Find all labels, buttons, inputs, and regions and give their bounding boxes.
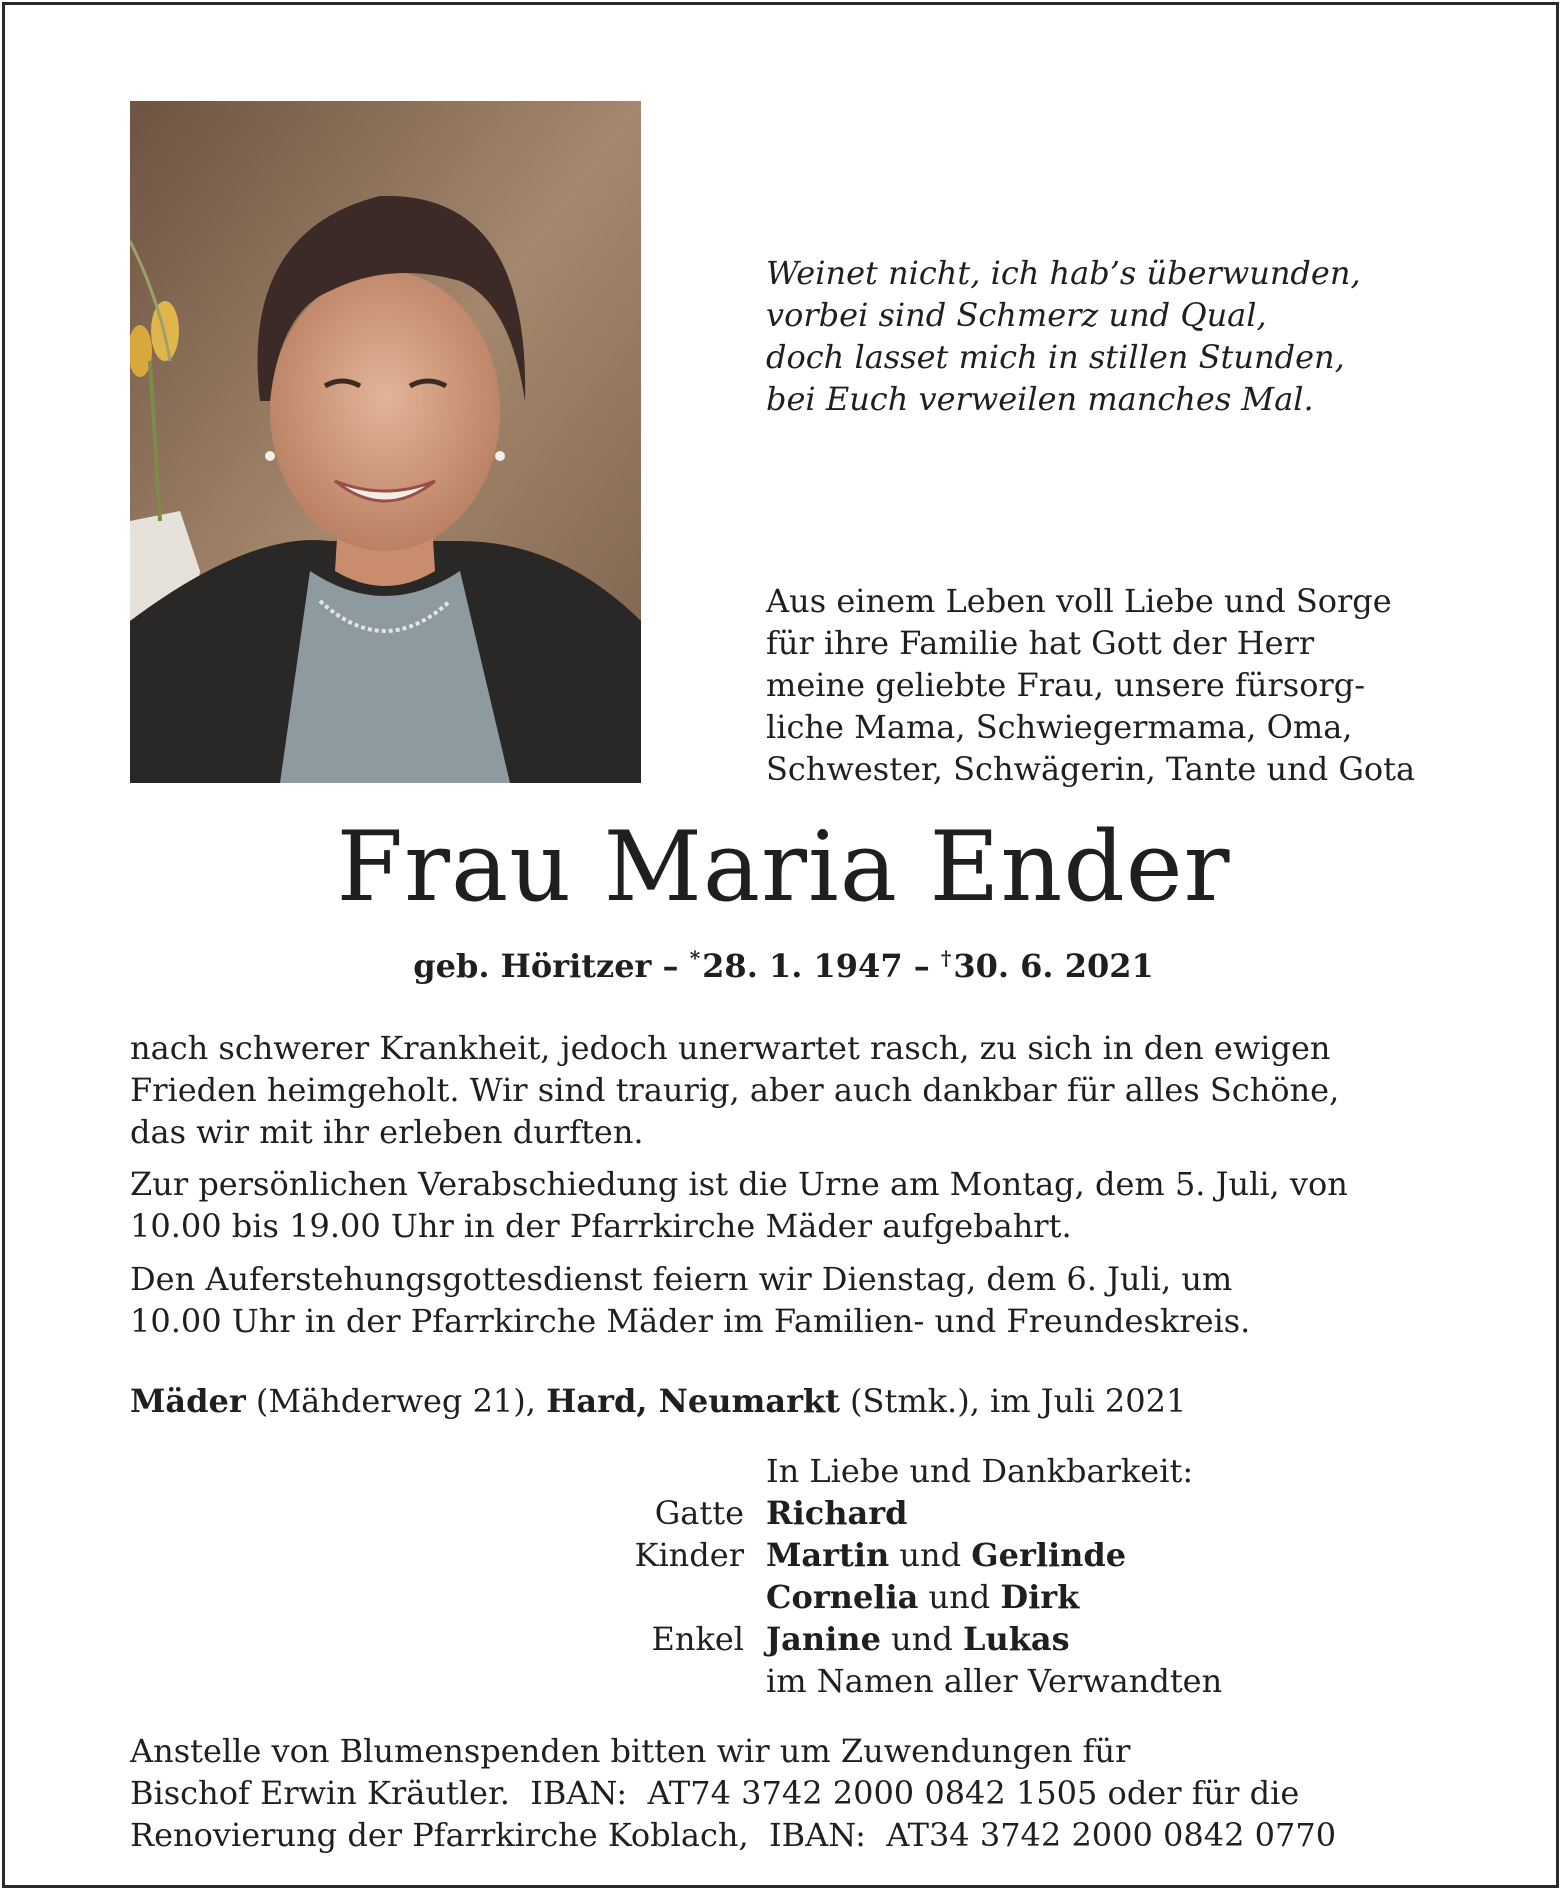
- donation-line: Bischof Erwin Kräutler. IBAN: AT74 3742 2000 0842 1505 oder für die: [130, 1774, 1300, 1812]
- place-suffix: (Stmk.), im Juli 2021: [839, 1382, 1187, 1420]
- mourner-name: Martin: [766, 1536, 890, 1574]
- mourner-name: Gerlinde: [971, 1536, 1127, 1574]
- intro-line: Aus einem Leben voll Liebe und Sorge: [766, 582, 1392, 620]
- poem-line: bei Euch verweilen manches Mal.: [766, 380, 1314, 418]
- mourner-name: Cornelia: [766, 1578, 919, 1616]
- mourners-list: [600, 1450, 1460, 1702]
- separator: –: [662, 947, 679, 985]
- death-date: 30. 6. 2021: [953, 947, 1154, 985]
- role-label: Kinder: [634, 1536, 744, 1574]
- mourner-name: Lukas: [962, 1620, 1070, 1658]
- birth-name: geb. Höritzer: [413, 947, 652, 985]
- intro-line: meine geliebte Frau, unsere fürsorg-: [766, 666, 1366, 704]
- poem-line: vorbei sind Schmerz und Qual,: [766, 296, 1267, 334]
- deceased-name: Frau Maria Ender: [336, 811, 1231, 923]
- birth-date: 28. 1. 1947: [702, 947, 903, 985]
- paragraph-line: nach schwerer Krankheit, jedoch unerwartet rasch, zu sich in den ewigen: [130, 1029, 1331, 1067]
- donation-line: Renovierung der Pfarrkirche Koblach, IBAN: AT34 3742 2000 0842 0770: [130, 1816, 1337, 1854]
- separator: –: [913, 947, 930, 985]
- intro-line: für ihre Familie hat Gott der Herr: [766, 624, 1315, 662]
- paragraph-service: [130, 1258, 1436, 1342]
- paragraph-line: Zur persönlichen Verabschiedung ist die Urne am Montag, dem 5. Juli, von: [130, 1165, 1348, 1203]
- paragraph-line: Frieden heimgeholt. Wir sind traurig, aber auch dankbar für alles Schöne,: [130, 1071, 1340, 1109]
- death-symbol: †: [940, 946, 952, 970]
- mourners-closing: im Namen aller Verwandten: [766, 1662, 1223, 1700]
- intro-line: liche Mama, Schwiegermama, Oma,: [766, 708, 1353, 746]
- intro-line: Schwester, Schwägerin, Tante und Gota: [766, 750, 1416, 788]
- mourner-name: Dirk: [1000, 1578, 1080, 1616]
- paragraph-line: 10.00 Uhr in der Pfarrkirche Mäder im Familien- und Freundeskreis.: [130, 1302, 1251, 1340]
- paragraph-line: das wir mit ihr erleben durften.: [130, 1113, 644, 1151]
- intro-paragraph: [766, 580, 1436, 790]
- poem: [766, 252, 1466, 420]
- birth-symbol: *: [689, 946, 701, 970]
- paragraph-line: Den Auferstehungsgottesdienst feiern wir Dienstag, dem 6. Juli, um: [130, 1260, 1233, 1298]
- role-label: Gatte: [654, 1494, 744, 1532]
- portrait-photo: [130, 101, 641, 783]
- mourner-name: Richard: [766, 1494, 908, 1532]
- portrait-image: [130, 101, 641, 783]
- mourner-name: Janine: [766, 1620, 881, 1658]
- mourners-heading: In Liebe und Dankbarkeit:: [766, 1452, 1194, 1490]
- conjunction: und: [928, 1578, 991, 1616]
- poem-line: Weinet nicht, ich hab’s überwunden,: [766, 254, 1361, 292]
- town-primary: Mäder: [130, 1382, 246, 1420]
- towns-secondary: Hard, Neumarkt: [546, 1382, 840, 1420]
- address: (Mähderweg 21),: [245, 1382, 547, 1420]
- poem-line: doch lasset mich in stillen Stunden,: [766, 338, 1345, 376]
- life-dates: [0, 938, 1567, 986]
- place-and-date: [130, 1380, 1436, 1422]
- donation-line: Anstelle von Blumenspenden bitten wir um Zuwendungen für: [130, 1732, 1131, 1770]
- donation-note: [130, 1730, 1450, 1856]
- paragraph-viewing: [130, 1163, 1436, 1247]
- paragraph-farewell: [130, 1027, 1436, 1153]
- paragraph-line: 10.00 bis 19.00 Uhr in der Pfarrkirche Mäder aufgebahrt.: [130, 1207, 1072, 1245]
- role-label: Enkel: [651, 1620, 744, 1658]
- conjunction: und: [891, 1620, 953, 1658]
- conjunction: und: [899, 1536, 962, 1574]
